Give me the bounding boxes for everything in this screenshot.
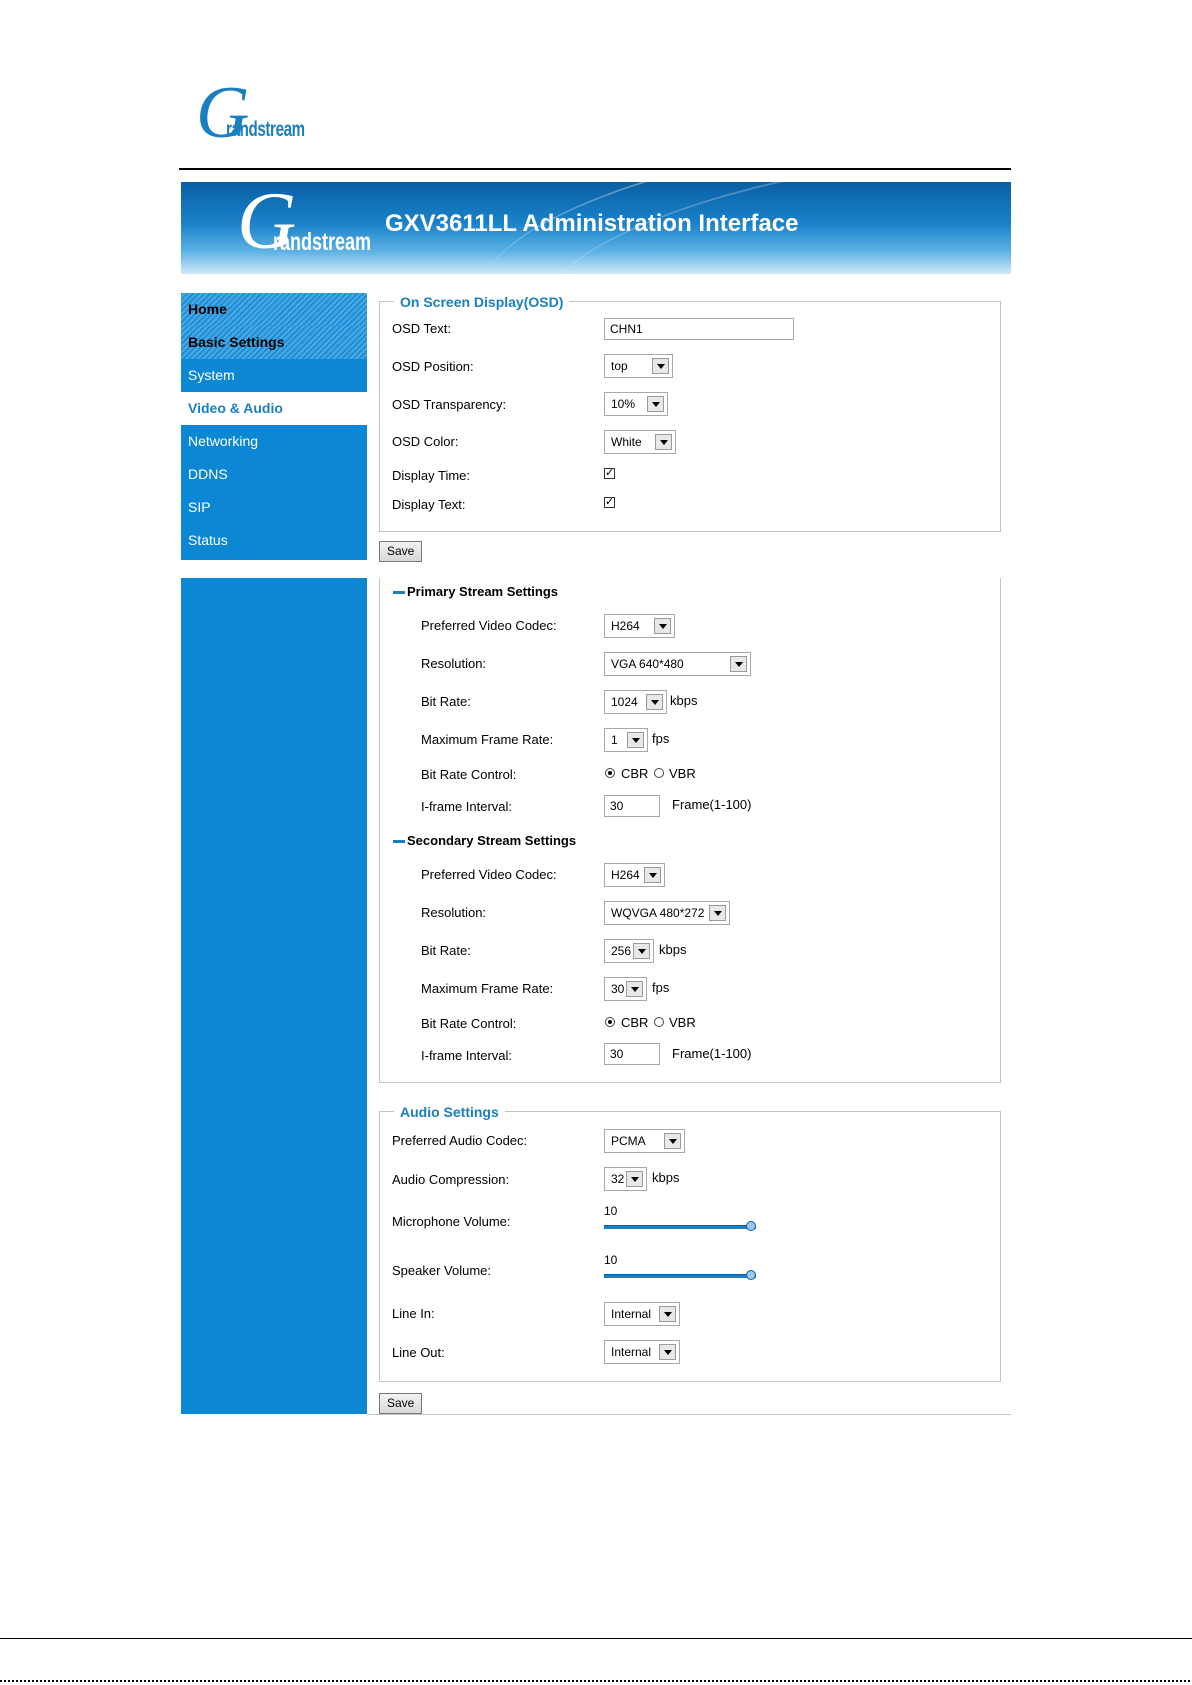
secondary-codec-select[interactable] — [604, 863, 665, 887]
primary-framerate-select[interactable] — [604, 728, 648, 752]
audio-compression-label: Audio Compression: — [392, 1172, 510, 1187]
line-out-select[interactable] — [604, 1340, 680, 1364]
collapse-icon[interactable] — [393, 840, 405, 843]
primary-iframe-label: I-frame Interval: — [421, 799, 513, 814]
primary-vbr-label: VBR — [669, 766, 696, 781]
secondary-bitrate-label: Bit Rate: — [421, 943, 471, 958]
primary-cbr-radio[interactable] — [605, 768, 615, 778]
osd-position-value: top — [611, 359, 628, 373]
chevron-down-icon[interactable] — [654, 618, 671, 634]
sidebar-item-video-audio[interactable]: Video & Audio — [181, 392, 367, 425]
primary-codec-label: Preferred Video Codec: — [421, 618, 557, 633]
primary-stream-heading — [393, 584, 558, 599]
admin-banner — [181, 182, 1011, 274]
primary-framerate-unit: fps — [652, 731, 670, 746]
primary-iframe-unit: Frame(1-100) — [672, 797, 752, 812]
primary-framerate-label: Maximum Frame Rate: — [421, 732, 554, 747]
audio-save-button[interactable]: Save — [379, 1393, 422, 1414]
chevron-down-icon[interactable] — [659, 1344, 676, 1360]
audio-codec-value: PCMA — [611, 1134, 646, 1148]
speaker-volume-thumb[interactable] — [746, 1270, 756, 1280]
primary-stream-title: Primary Stream Settings — [407, 584, 559, 599]
display-text-label: Display Text: — [392, 497, 466, 512]
line-out-label: Line Out: — [392, 1345, 445, 1360]
osd-text-label: OSD Text: — [392, 321, 452, 336]
osd-transparency-select[interactable] — [604, 392, 668, 416]
display-time-label: Display Time: — [392, 468, 471, 483]
chevron-down-icon[interactable] — [626, 981, 643, 997]
chevron-down-icon[interactable] — [627, 732, 644, 748]
secondary-resolution-select[interactable] — [604, 901, 730, 925]
osd-color-label: OSD Color: — [392, 434, 459, 449]
audio-compression-select[interactable] — [604, 1167, 647, 1191]
sidebar-item-status[interactable]: Status — [188, 532, 228, 548]
primary-bitrate-select[interactable] — [604, 690, 667, 714]
logo-initial: G — [196, 72, 250, 154]
primary-bitrate-unit: kbps — [670, 693, 698, 708]
audio-legend: Audio Settings — [394, 1104, 505, 1120]
chevron-down-icon[interactable] — [633, 943, 650, 959]
secondary-stream-heading — [393, 833, 576, 848]
audio-fieldset — [379, 1111, 1001, 1382]
footer-divider — [0, 1638, 1192, 1639]
sidebar-item-home[interactable]: Home — [181, 293, 367, 326]
chevron-down-icon[interactable] — [709, 905, 726, 921]
banner-logo-initial: G — [237, 182, 297, 266]
secondary-control-label: Bit Rate Control: — [421, 1016, 517, 1031]
sidebar-item-ddns[interactable]: DDNS — [188, 466, 228, 482]
chevron-down-icon[interactable] — [730, 656, 747, 672]
chevron-down-icon[interactable] — [664, 1133, 681, 1149]
grandstream-logo — [196, 72, 316, 154]
sidebar — [181, 293, 367, 560]
primary-resolution-value: VGA 640*480 — [611, 657, 684, 671]
osd-position-label: OSD Position: — [392, 359, 474, 374]
content-divider — [367, 1414, 1011, 1415]
chevron-down-icon[interactable] — [626, 1171, 643, 1187]
secondary-bitrate-unit: kbps — [659, 942, 687, 957]
secondary-codec-label: Preferred Video Codec: — [421, 867, 557, 882]
osd-legend: On Screen Display(OSD) — [394, 294, 569, 310]
secondary-resolution-value: WQVGA 480*272 — [611, 906, 705, 920]
banner-title: GXV3611LL Administration Interface — [385, 210, 799, 237]
secondary-cbr-label: CBR — [621, 1015, 649, 1030]
osd-save-button[interactable]: Save — [379, 541, 422, 562]
collapse-icon[interactable] — [393, 591, 405, 594]
line-in-value: Internal — [611, 1307, 652, 1321]
osd-position-select[interactable] — [604, 354, 673, 378]
chevron-down-icon[interactable] — [644, 867, 661, 883]
audio-codec-select[interactable] — [604, 1129, 685, 1153]
secondary-iframe-input[interactable] — [604, 1043, 660, 1065]
osd-color-select[interactable] — [604, 430, 676, 454]
mic-volume-thumb[interactable] — [746, 1221, 756, 1231]
chevron-down-icon[interactable] — [659, 1306, 676, 1322]
footer-dotted-line — [0, 1680, 1192, 1682]
osd-text-input[interactable] — [604, 318, 794, 340]
audio-codec-label: Preferred Audio Codec: — [392, 1133, 528, 1148]
secondary-stream-title: Secondary Stream Settings — [407, 833, 577, 848]
primary-vbr-radio[interactable] — [654, 768, 664, 778]
secondary-framerate-value: 30 — [611, 982, 625, 996]
line-in-label: Line In: — [392, 1306, 435, 1321]
secondary-bitrate-value: 256 — [611, 944, 632, 958]
primary-codec-value: H264 — [611, 619, 640, 633]
sidebar-item-system[interactable]: System — [188, 367, 235, 383]
mic-volume-slider[interactable] — [604, 1225, 756, 1229]
osd-transparency-label: OSD Transparency: — [392, 397, 507, 412]
secondary-cbr-radio[interactable] — [605, 1017, 615, 1027]
osd-color-value: White — [611, 435, 642, 449]
primary-bitrate-value: 1024 — [611, 695, 638, 709]
chevron-down-icon[interactable] — [647, 396, 664, 412]
chevron-down-icon[interactable] — [655, 434, 672, 450]
primary-codec-select[interactable] — [604, 614, 675, 638]
line-out-value: Internal — [611, 1345, 652, 1359]
mic-volume-label: Microphone Volume: — [392, 1214, 511, 1229]
sidebar-item-basic-settings[interactable]: Basic Settings — [181, 326, 367, 359]
audio-compression-value: 32 — [611, 1172, 625, 1186]
display-time-checkbox[interactable]: ✓ — [605, 467, 615, 479]
mic-volume-value: 10 — [604, 1204, 618, 1218]
primary-resolution-select[interactable] — [604, 652, 751, 676]
speaker-volume-label: Speaker Volume: — [392, 1263, 492, 1278]
secondary-framerate-label: Maximum Frame Rate: — [421, 981, 554, 996]
secondary-codec-value: H264 — [611, 868, 640, 882]
chevron-down-icon[interactable] — [652, 358, 669, 374]
secondary-vbr-radio[interactable] — [654, 1017, 664, 1027]
osd-transparency-value: 10% — [611, 397, 636, 411]
chevron-down-icon[interactable] — [646, 694, 663, 710]
primary-resolution-label: Resolution: — [421, 656, 487, 671]
speaker-volume-slider[interactable] — [604, 1274, 756, 1278]
sidebar-item-sip[interactable]: SIP — [188, 499, 211, 515]
secondary-iframe-label: I-frame Interval: — [421, 1048, 513, 1063]
banner-logo-word: randstream — [273, 228, 372, 256]
sidebar-continuation — [181, 578, 367, 1414]
primary-framerate-value: 1 — [611, 733, 618, 747]
primary-bitrate-label: Bit Rate: — [421, 694, 471, 709]
sidebar-item-networking[interactable]: Networking — [188, 433, 259, 449]
secondary-resolution-label: Resolution: — [421, 905, 487, 920]
secondary-iframe-unit: Frame(1-100) — [672, 1046, 752, 1061]
secondary-vbr-label: VBR — [669, 1015, 696, 1030]
secondary-framerate-unit: fps — [652, 980, 670, 995]
audio-compression-unit: kbps — [652, 1170, 680, 1185]
secondary-framerate-select[interactable] — [604, 977, 647, 1001]
line-in-select[interactable] — [604, 1302, 680, 1326]
primary-iframe-input[interactable] — [604, 795, 660, 817]
secondary-bitrate-select[interactable] — [604, 939, 654, 963]
primary-control-label: Bit Rate Control: — [421, 767, 517, 782]
primary-cbr-label: CBR — [621, 766, 649, 781]
speaker-volume-value: 10 — [604, 1253, 618, 1267]
top-divider — [179, 168, 1011, 170]
logo-word: randstream — [226, 118, 305, 141]
display-text-checkbox[interactable]: ✓ — [605, 496, 615, 508]
